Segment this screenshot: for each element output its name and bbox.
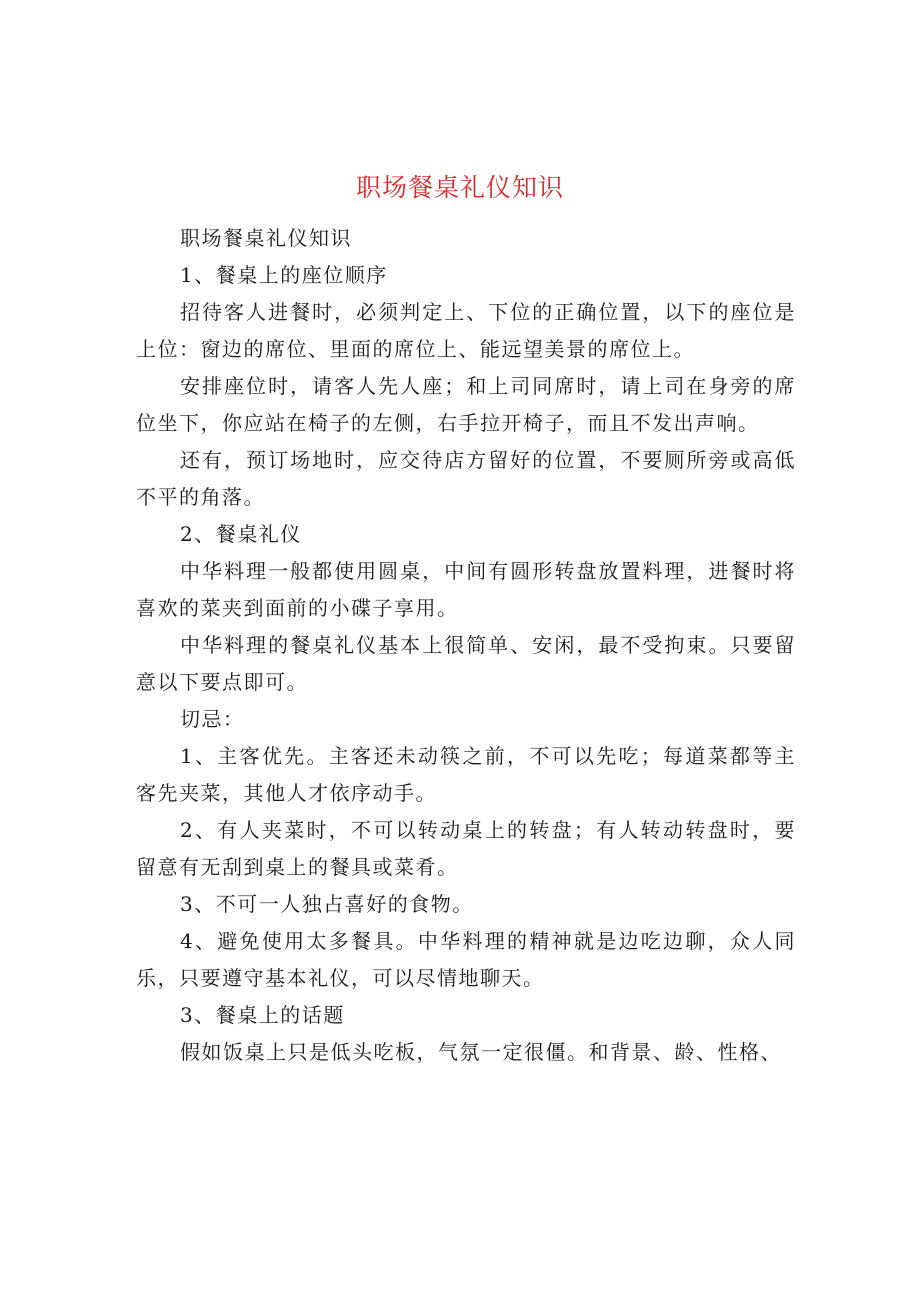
section-heading-etiquette: 2、餐桌礼仪 xyxy=(180,522,302,546)
list-item: 1、主客优先。主客还未动筷之前，不可以先吃；每道菜都等主客先夹菜，其他人才依序动手。 xyxy=(136,744,796,805)
section-heading-topics: 3、餐桌上的话题 xyxy=(180,1003,345,1027)
list-item: 4、避免使用太多餐具。中华料理的精神就是边吃边聊，众人同乐，只要遵守基本礼仪，可以尽情地聊天。 xyxy=(136,929,796,990)
list-heading: 切忌： xyxy=(180,707,245,731)
paragraph: 还有，预订场地时，应交待店方留好的位置，不要厕所旁或高低不平的角落。 xyxy=(136,448,796,509)
paragraph: 安排座位时，请客人先人座；和上司同席时，请上司在身旁的席位坐下，你应站在椅子的左侧，右手拉开椅子，而且不发出声响。 xyxy=(136,374,796,435)
paragraph-heading: 职场餐桌礼仪知识 xyxy=(180,226,352,250)
document-title: 职场餐桌礼仪知识 xyxy=(355,173,564,202)
paragraph: 中华料理的餐桌礼仪基本上很简单、安闲，最不受拘束。只要留意以下要点即可。 xyxy=(136,633,796,694)
document-body xyxy=(136,220,796,1071)
paragraph: 假如饭桌上只是低头吃板，气氛一定很僵。和背景、龄、性格、 xyxy=(180,1040,782,1064)
list-item: 3、不可一人独占喜好的食物。 xyxy=(180,892,474,916)
paragraph: 中华料理一般都使用圆桌，中间有圆形转盘放置料理，进餐时将喜欢的菜夹到面前的小碟子享用。 xyxy=(136,559,796,620)
section-heading-seating: 1、餐桌上的座位顺序 xyxy=(180,263,388,287)
list-item: 2、有人夹菜时，不可以转动桌上的转盘；有人转动转盘时，要留意有无刮到桌上的餐具或菜肴。 xyxy=(136,818,796,879)
paragraph: 招待客人进餐时，必须判定上、下位的正确位置，以下的座位是上位：窗边的席位、里面的席位上、能远望美景的席位上。 xyxy=(136,300,796,361)
